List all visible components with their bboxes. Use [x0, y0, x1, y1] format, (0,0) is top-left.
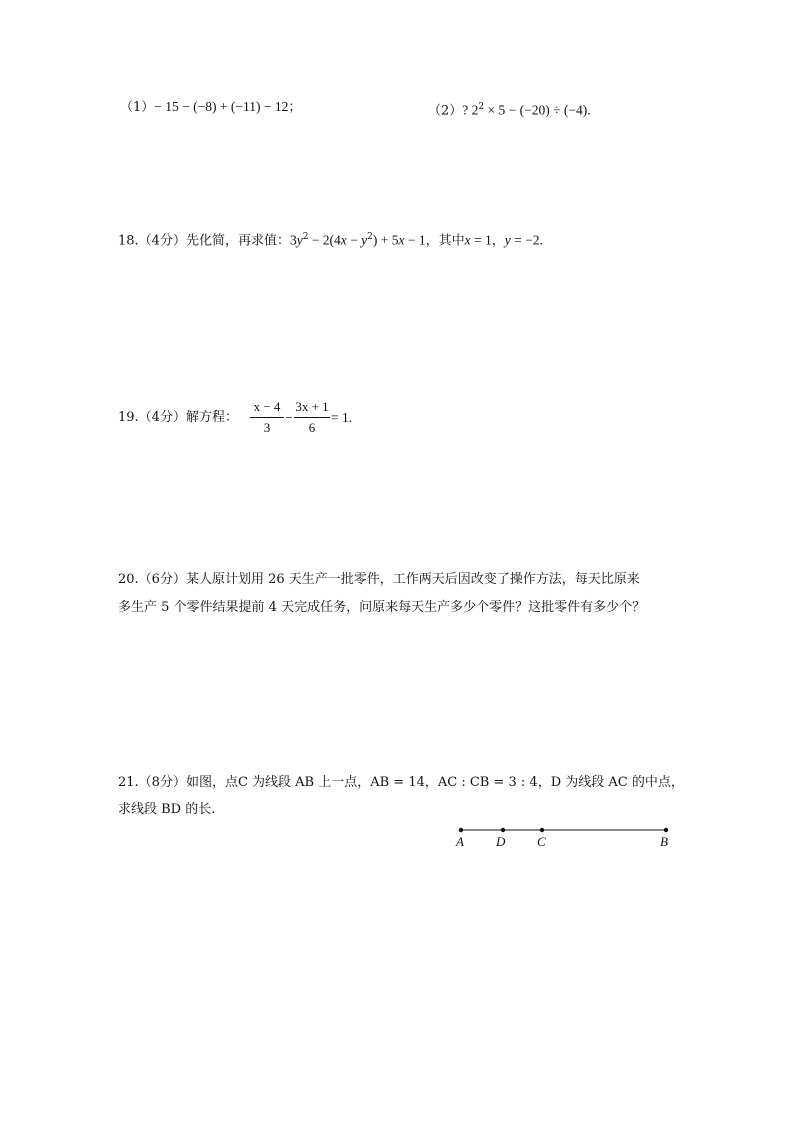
q18-head: 18.（4分）先化简，再求值：	[118, 233, 290, 249]
q20-line2: 多生产 5 个零件结果提前 4 天完成任务，问原来每天生产多少个零件？这批零件有多少个？	[118, 600, 646, 615]
q17-part2	[428, 97, 591, 121]
label-a: A	[456, 834, 464, 849]
q18-expr-d: ) + 5	[372, 232, 399, 248]
q17-part2-expr-post: × 5 − (−20) ÷ (−4)	[484, 102, 588, 118]
label-c: C	[537, 834, 546, 849]
q18-line	[118, 227, 543, 251]
q17-part1-label: （1）	[120, 100, 155, 115]
q19-end: .	[348, 410, 353, 425]
segment-diagram	[450, 822, 680, 854]
q19-frac2-num: 3x + 1	[295, 399, 329, 414]
q19-frac2-den: 6	[308, 420, 316, 435]
q18-sup1: 2	[302, 232, 309, 242]
q18-expr-a: 3	[289, 232, 297, 248]
q20-line1: 20.（6分）某人原计划用 26 天生产一批零件，工作两天后因改变了操作方法，每天比原来	[118, 572, 640, 587]
q19-rhs-group	[331, 408, 352, 428]
q17-part2-label: （2）	[428, 103, 463, 119]
q19-frac1-bar	[250, 417, 284, 418]
q18-var-y2: y	[361, 232, 368, 248]
q19-frac1-num: x − 4	[253, 399, 281, 414]
q18-sup2: 2	[367, 232, 373, 242]
q17-part2-expr-pre: ? 2	[462, 102, 479, 118]
q19-rhs: = 1	[331, 410, 349, 425]
label-d: D	[496, 834, 506, 849]
q18-end: .	[539, 232, 543, 248]
q18-var-x1: x	[340, 232, 347, 248]
label-b: B	[660, 834, 668, 849]
q19-fraction-1	[250, 399, 284, 436]
q18-expr-e: − 1	[404, 232, 426, 248]
q18-var-x2: x	[398, 232, 405, 248]
q17-part1-expr: − 15 − (−8) + (−11) − 12	[154, 99, 289, 114]
q17-part2-sup: 2	[478, 102, 485, 112]
q18-var-x3: x	[464, 232, 471, 248]
point-b-dot	[664, 828, 668, 832]
q18-eq-x: = 1	[470, 232, 492, 248]
q21-line1: 21.（8分）如图，点C 为线段 AB 上一点，AB = 14，AC : CB = 3 : 4，D 为线段 AC 的中点，	[118, 775, 684, 790]
q19-fraction-2	[294, 399, 330, 436]
q19-minus: −	[285, 410, 293, 425]
q18-expr-b: − 2(4	[308, 232, 341, 248]
q17-part2-end: .	[587, 102, 591, 118]
q18-var-y1: y	[296, 232, 303, 248]
q18-var-y3: y	[504, 232, 511, 248]
q19-frac1-den: 3	[263, 420, 271, 435]
q17-part1-end: ；	[288, 100, 302, 115]
point-a-dot	[459, 828, 463, 832]
q19-head: 19.（4分）解方程：	[118, 410, 238, 425]
q18-sep: ，	[491, 233, 505, 249]
q19-frac2-bar	[294, 417, 330, 418]
point-c-dot	[540, 828, 544, 832]
q21-line2: 求线段 BD 的长.	[118, 802, 216, 817]
q18-mid: ，其中	[425, 233, 465, 249]
q18-eq-y: = −2	[510, 232, 540, 248]
q18-expr-c: −	[346, 232, 362, 248]
point-d-dot	[501, 828, 505, 832]
q17-part1	[120, 97, 301, 118]
